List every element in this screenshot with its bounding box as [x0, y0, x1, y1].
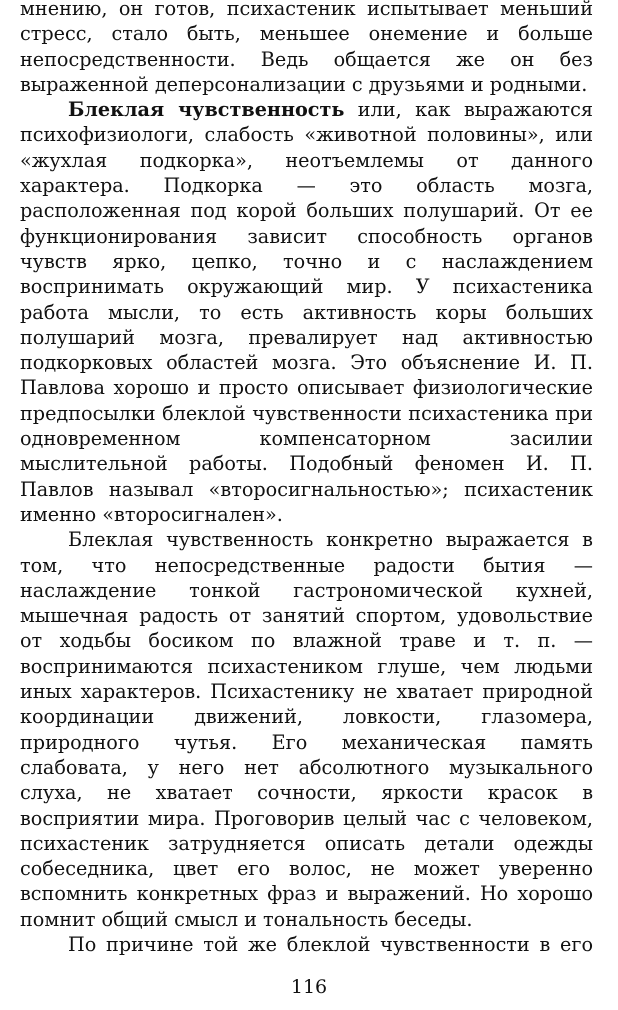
paragraph-1 [20, 0, 593, 97]
paragraph-1-text: мнению, он готов, психастеник испытывает меньший стресс, стало быть, меньшее онемение и больше непосредственности. Ведь общается же он без выраженной деперсонализации с друзьями и родными. [20, 0, 593, 96]
page-number: 116 [290, 976, 328, 998]
paragraph-2-text: или, как выражаются психофизиологи, слабость «животной половины», или «жухлая подкорка», неотъемлемы от данного характера. Подкорка — это область мозга, расположенная под корой больших полушарий. От ее функционирования зависит способность органов чувств ярко, цепко, точно и с наслаждением воспринимать окружающий мир. У психастеника работа мысли, то есть активность коры больших полушарий мозга, превалирует над активностью подкорковых областей мозга. Это объяснение И. П. Павлова хорошо и просто описывает физиологические предпосылки блеклой чувственности психастеника при одновременном компенсаторном засилии мыслительной работы. Подобный феномен И. П. Павлов называл «второсигнальностью»; психастеник именно «второсигнален». [20, 98, 593, 526]
paragraph-3 [20, 527, 593, 932]
paragraph-2 [20, 97, 593, 527]
paragraph-4 [20, 932, 593, 960]
paragraph-3-text: Блеклая чувственность конкретно выражается в том, что непосредственные радости бытия — наслаждение тонкой гастрономической кухней, мышечная радость от занятий спортом, удовольствие от ходьбы босиком по влажной траве и т. п. — воспринимаются психастеником глуше, чем людьми иных характеров. Психастенику не хватает природной координации движений, ловкости, глазомера, природного чутья. Его механическая память слабовата, у него нет абсолютного музыкального слуха, не хватает сочности, яркости красок в восприятии мира. Проговорив целый час с человеком, психастеник затрудняется описать детали одежды собеседника, цвет его волос, не может уверенно вспомнить конкретных фраз и выражений. Но хорошо помнит общий смысл и тональность беседы. [20, 528, 593, 931]
paragraph-2-bold-term: Блеклая чувственность [68, 98, 345, 122]
book-page [20, 0, 593, 960]
paragraph-4-text: По причине той же блеклой чувственности в его [68, 932, 593, 956]
